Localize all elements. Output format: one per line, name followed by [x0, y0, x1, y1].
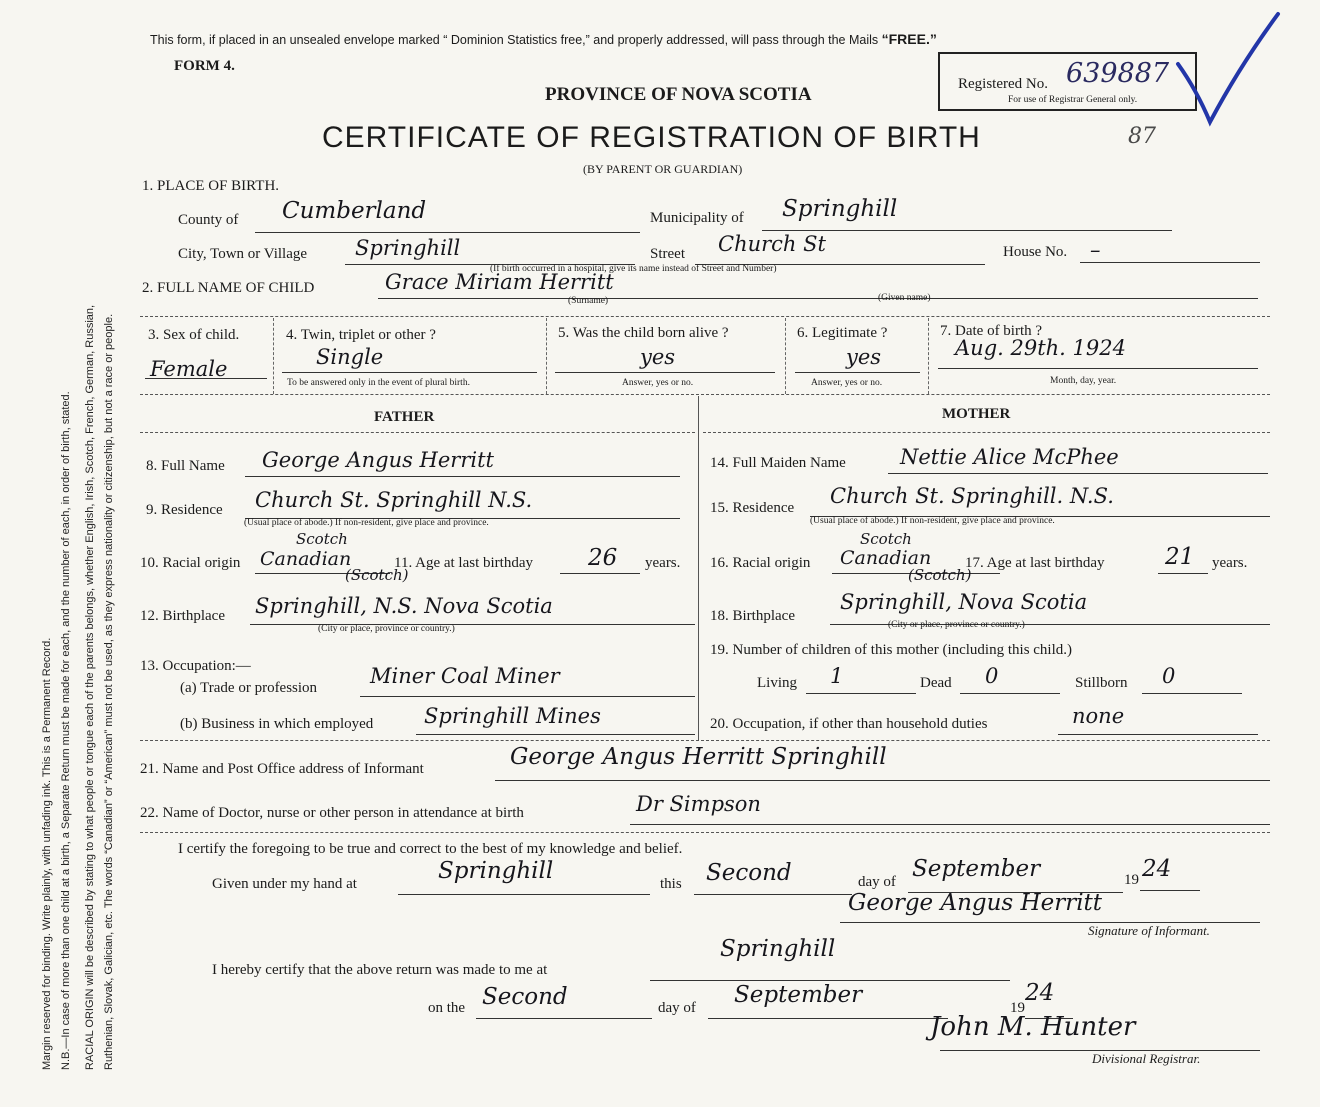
father-name-label: 8. Full Name — [146, 458, 225, 474]
legitimate-value: yes — [846, 345, 882, 369]
registration-day-value: Second — [482, 984, 568, 1010]
alive-value: yes — [640, 345, 676, 369]
dob-note: Month, day, year. — [1050, 376, 1117, 386]
father-race-value: Canadian — [260, 548, 352, 570]
father-trade-label: (a) Trade or profession — [180, 680, 318, 696]
father-birthplace-label: 12. Birthplace — [140, 608, 225, 624]
surname-note: (Surname) — [568, 296, 609, 306]
side-mark: 87 — [1128, 124, 1156, 149]
doctor-label: 22. Name of Doctor, nurse or other person in attendance at birth — [140, 805, 524, 821]
father-business-label: (b) Business in which employed — [180, 716, 374, 732]
mother-birthplace-value: Springhill, Nova Scotia — [840, 590, 1088, 614]
mother-age-label: 17. Age at last birthday — [965, 555, 1105, 571]
mail-note — [150, 31, 937, 47]
certificate-subtitle: (BY PARENT OR GUARDIAN) — [583, 162, 743, 176]
father-business-value: Springhill Mines — [424, 704, 601, 728]
municipality-value: Springhill — [782, 196, 898, 222]
given-under-label: Given under my hand at — [212, 876, 357, 892]
dob-label: 7. Date of birth ? — [940, 323, 1043, 339]
father-race-over: Scotch — [296, 530, 348, 548]
living-label: Living — [757, 675, 797, 691]
given-year-value: 24 — [1142, 856, 1172, 882]
legitimate-note: Answer, yes or no. — [811, 378, 883, 388]
father-age-label: 11. Age at last birthday — [394, 555, 533, 571]
father-name-value: George Angus Herritt — [262, 448, 494, 472]
informant-signature: George Angus Herritt — [848, 890, 1103, 916]
father-race-label: 10. Racial origin — [140, 555, 241, 571]
mother-children-label: 19. Number of children of this mother (including this child.) — [710, 642, 1073, 658]
province-heading: PROVINCE OF NOVA SCOTIA — [545, 84, 812, 105]
given-year-prefix: 19 — [1124, 872, 1139, 888]
mother-age-value: 21 — [1165, 544, 1195, 570]
father-residence-note: (Usual place of abode.) If non-resident, give place and province. — [244, 518, 489, 528]
county-label: County of — [178, 212, 239, 228]
registration-month-value: September — [734, 982, 863, 1008]
form-number: FORM 4. — [174, 58, 235, 74]
registrar-use-note: For use of Registrar General only. — [1008, 95, 1138, 105]
alive-note: Answer, yes or no. — [622, 378, 694, 388]
registration-year-prefix: 19 — [1010, 1000, 1025, 1016]
dob-value: Aug. 29th. 1924 — [955, 336, 1126, 360]
divisional-registrar-label: Divisional Registrar. — [1092, 1051, 1201, 1066]
margin-multiple-birth-note: N.B.—In case of more than one child at a birth, a Separate Return must be made for each, and the number of each, in order of birth, stated. — [60, 391, 72, 1070]
certify-statement: I certify the foregoing to be true and correct to the best of my knowledge and belief. — [178, 841, 683, 857]
mother-birthplace-label: 18. Birthplace — [710, 608, 795, 624]
father-birthplace-value: Springhill, N.S. Nova Scotia — [255, 594, 553, 618]
margin-racial-origin-note-1: RACIAL ORIGIN will be described by stating to what people or tongue each of the parents belongs, whether English, Irish, Scotch, French, German, Russian, — [84, 304, 96, 1070]
child-name-label: 2. FULL NAME OF CHILD — [142, 280, 315, 296]
house-number-value: – — [1090, 238, 1101, 262]
mother-race-label: 16. Racial origin — [710, 555, 811, 571]
father-age-value: 26 — [588, 545, 618, 571]
father-residence-value: Church St. Springhill N.S. — [255, 488, 533, 512]
mother-race-over: Scotch — [860, 530, 912, 548]
on-the-label: on the — [428, 1000, 466, 1016]
informant-value: George Angus Herritt Springhill — [510, 744, 887, 770]
twin-label: 4. Twin, triplet or other ? — [286, 327, 436, 343]
mother-race-under: (Scotch) — [908, 566, 972, 584]
father-birthplace-note: (City or place, province or country.) — [318, 624, 455, 634]
father-occupation-label: 13. Occupation:— — [140, 658, 251, 674]
margin-binding-note: Margin reserved for binding. Write plainly, with unfading ink. This is a Permanent Record. — [41, 637, 53, 1070]
given-place-value: Springhill — [438, 858, 554, 884]
mother-occupation-value: none — [1072, 704, 1125, 728]
living-value: 1 — [830, 664, 844, 688]
informant-signature-label: Signature of Informant. — [1088, 923, 1210, 938]
city-label: City, Town or Village — [178, 246, 308, 262]
city-value: Springhill — [355, 236, 461, 260]
twin-note: To be answered only in the event of plural birth. — [287, 378, 470, 388]
hospital-note: (If birth occurred in a hospital, give its name instead of Street and Number) — [490, 264, 777, 274]
dead-value: 0 — [985, 664, 999, 688]
margin-racial-origin-note-2: Ruthenian, Slovak, Galician, etc. The words “Canadian” or “American” must not be used, as they express nationality or citizenship, but not a race or people. — [103, 313, 115, 1070]
stillborn-value: 0 — [1162, 664, 1176, 688]
county-value: Cumberland — [282, 198, 427, 224]
father-age-unit: years. — [645, 555, 681, 571]
twin-value: Single — [316, 345, 384, 369]
informant-label: 21. Name and Post Office address of Informant — [140, 761, 424, 777]
mail-note-text: This form, if placed in an unsealed envelope marked “ Dominion Statistics free,” and properly addressed, will pass through the Mails — [150, 33, 882, 47]
certificate-title: CERTIFICATE OF REGISTRATION OF BIRTH — [322, 121, 981, 154]
stillborn-label: Stillborn — [1075, 675, 1128, 691]
municipality-label: Municipality of — [650, 210, 744, 226]
mother-occupation-label: 20. Occupation, if other than household duties — [710, 716, 988, 732]
mother-name-value: Nettie Alice McPhee — [900, 445, 1119, 469]
mail-note-free: “FREE.” — [881, 31, 937, 47]
mother-birthplace-note: (City or place, province or country.) — [888, 620, 1025, 630]
sex-label: 3. Sex of child. — [148, 327, 240, 343]
registrar-signature: John M. Hunter — [930, 1012, 1136, 1042]
registered-label: Registered No. — [958, 76, 1048, 92]
registered-number: 639887 — [1066, 58, 1170, 89]
street-value: Church St — [718, 232, 826, 256]
mother-name-label: 14. Full Maiden Name — [710, 455, 846, 471]
house-number-label: House No. — [1003, 244, 1068, 260]
registration-year-value: 24 — [1025, 980, 1055, 1006]
sex-value: Female — [150, 357, 228, 381]
registrar-place-value: Springhill — [720, 936, 836, 962]
registrar-certify-text: I hereby certify that the above return was made to me at — [212, 962, 548, 978]
mother-race-value: Canadian — [840, 547, 932, 569]
given-name-note: (Given name) — [878, 293, 931, 303]
father-race-under: (Scotch) — [345, 566, 409, 584]
father-trade-value: Miner Coal Miner — [370, 664, 560, 688]
father-heading: FATHER — [374, 409, 435, 425]
child-name-value: Grace Miriam Herritt — [385, 270, 614, 294]
legitimate-label: 6. Legitimate ? — [797, 325, 888, 341]
mother-age-unit: years. — [1212, 555, 1248, 571]
father-residence-label: 9. Residence — [146, 502, 223, 518]
street-label: Street — [650, 246, 685, 262]
mother-heading: MOTHER — [942, 406, 1011, 422]
alive-label: 5. Was the child born alive ? — [558, 325, 729, 341]
given-day-of-label: day of — [858, 874, 896, 890]
mother-residence-value: Church St. Springhill. N.S. — [830, 484, 1114, 508]
given-day-value: Second — [706, 860, 792, 886]
given-this-label: this — [660, 876, 682, 892]
doctor-value: Dr Simpson — [636, 792, 761, 816]
dead-label: Dead — [920, 675, 952, 691]
mother-residence-note: (Usual place of abode.) If non-resident, give place and province. — [810, 516, 1055, 526]
check-mark-icon — [1170, 6, 1285, 131]
mother-residence-label: 15. Residence — [710, 500, 795, 516]
place-of-birth-section: 1. PLACE OF BIRTH. — [142, 178, 280, 194]
given-month-value: September — [912, 856, 1041, 882]
registration-day-of-label: day of — [658, 1000, 696, 1016]
